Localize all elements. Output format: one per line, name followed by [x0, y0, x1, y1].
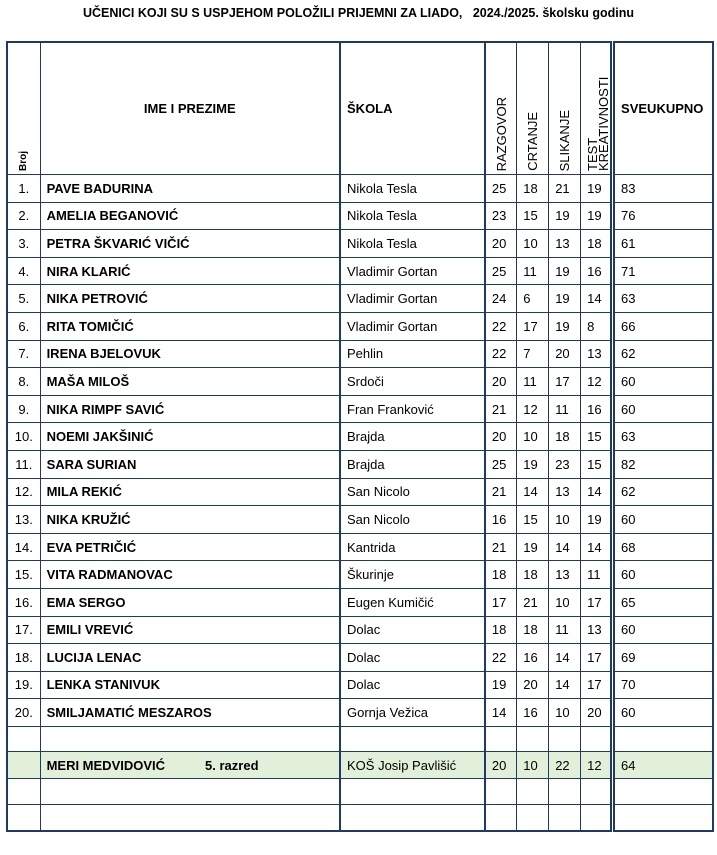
- row-crtanje: 19: [517, 533, 549, 561]
- row-crtanje: 16: [517, 699, 549, 727]
- row-total: 71: [613, 257, 713, 285]
- row-kreativnost: 20: [581, 699, 613, 727]
- row-name: MILA REKIĆ: [40, 478, 340, 506]
- row-kreativnost: 14: [581, 478, 613, 506]
- row-total: 60: [613, 506, 713, 534]
- row-broj: 20.: [7, 699, 40, 727]
- row-broj: 17.: [7, 616, 40, 644]
- row-razgovor: 22: [485, 340, 517, 368]
- row-total: 68: [613, 533, 713, 561]
- header-kreativnost: TEST KREATIVNOSTI: [581, 42, 613, 175]
- row-name: MAŠA MILOŠ: [40, 368, 340, 396]
- row-razgovor: 25: [485, 257, 517, 285]
- row-crtanje: 10: [517, 230, 549, 258]
- row-kreativnost: 13: [581, 340, 613, 368]
- row-crtanje: 10: [517, 423, 549, 451]
- row-crtanje: 7: [517, 340, 549, 368]
- row-broj: 5.: [7, 285, 40, 313]
- row-school: San Nicolo: [340, 478, 485, 506]
- row-razgovor: 18: [485, 616, 517, 644]
- header-name: IME I PREZIME: [40, 42, 340, 175]
- row-crtanje: 17: [517, 312, 549, 340]
- row-kreativnost: 15: [581, 450, 613, 478]
- row-slikanje: 10: [549, 588, 581, 616]
- special-name: MERI MEDVIDOVIĆ 5. razred: [40, 751, 340, 779]
- special-kreativnost: 12: [581, 751, 613, 779]
- row-school: Vladimir Gortan: [340, 257, 485, 285]
- special-razgovor: 20: [485, 751, 517, 779]
- row-crtanje: 16: [517, 644, 549, 672]
- row-slikanje: 18: [549, 423, 581, 451]
- row-school: Škurinje: [340, 561, 485, 589]
- row-name: LUCIJA LENAC: [40, 644, 340, 672]
- results-table: [6, 41, 714, 832]
- row-crtanje: 15: [517, 202, 549, 230]
- row-total: 63: [613, 423, 713, 451]
- row-name: NIRA KLARIĆ: [40, 257, 340, 285]
- row-kreativnost: 17: [581, 588, 613, 616]
- row-slikanje: 10: [549, 506, 581, 534]
- row-name: NIKA KRUŽIĆ: [40, 506, 340, 534]
- row-broj: 18.: [7, 644, 40, 672]
- row-razgovor: 18: [485, 561, 517, 589]
- table-row: [7, 644, 713, 672]
- row-total: 82: [613, 450, 713, 478]
- row-total: 76: [613, 202, 713, 230]
- row-slikanje: 19: [549, 312, 581, 340]
- row-kreativnost: 17: [581, 671, 613, 699]
- row-kreativnost: 15: [581, 423, 613, 451]
- row-crtanje: 6: [517, 285, 549, 313]
- row-razgovor: 14: [485, 699, 517, 727]
- row-razgovor: 25: [485, 450, 517, 478]
- row-crtanje: 15: [517, 506, 549, 534]
- row-broj: 10.: [7, 423, 40, 451]
- row-broj: 6.: [7, 312, 40, 340]
- row-total: 60: [613, 699, 713, 727]
- row-broj: 14.: [7, 533, 40, 561]
- row-school: Kantrida: [340, 533, 485, 561]
- row-slikanje: 13: [549, 478, 581, 506]
- row-school: Brajda: [340, 423, 485, 451]
- row-name: NIKA RIMPF SAVIĆ: [40, 395, 340, 423]
- row-name: SARA SURIAN: [40, 450, 340, 478]
- row-name: EMILI VREVIĆ: [40, 616, 340, 644]
- row-slikanje: 20: [549, 340, 581, 368]
- row-name: PETRA ŠKVARIĆ VIČIĆ: [40, 230, 340, 258]
- header-razgovor: RAZGOVOR: [485, 42, 517, 175]
- row-slikanje: 19: [549, 202, 581, 230]
- row-kreativnost: 18: [581, 230, 613, 258]
- row-total: 70: [613, 671, 713, 699]
- row-razgovor: 22: [485, 644, 517, 672]
- row-name: VITA RADMANOVAC: [40, 561, 340, 589]
- row-broj: 2.: [7, 202, 40, 230]
- row-razgovor: 21: [485, 395, 517, 423]
- header-broj: Broj: [7, 42, 40, 175]
- row-total: 69: [613, 644, 713, 672]
- row-crtanje: 18: [517, 175, 549, 203]
- row-slikanje: 21: [549, 175, 581, 203]
- table-row: [7, 202, 713, 230]
- row-slikanje: 14: [549, 644, 581, 672]
- row-slikanje: 10: [549, 699, 581, 727]
- row-school: Nikola Tesla: [340, 202, 485, 230]
- row-broj: 8.: [7, 368, 40, 396]
- table-row: [7, 671, 713, 699]
- empty-row: [7, 805, 713, 832]
- header-slikanje: SLIKANJE: [549, 42, 581, 175]
- row-kreativnost: 19: [581, 202, 613, 230]
- row-kreativnost: 14: [581, 285, 613, 313]
- row-name: SMILJAMATIĆ MESZAROS: [40, 699, 340, 727]
- header-school: ŠKOLA: [340, 42, 485, 175]
- special-total: 64: [613, 751, 713, 779]
- header-crtanje: CRTANJE: [517, 42, 549, 175]
- table-row: [7, 588, 713, 616]
- row-crtanje: 20: [517, 671, 549, 699]
- row-total: 65: [613, 588, 713, 616]
- row-razgovor: 19: [485, 671, 517, 699]
- row-razgovor: 24: [485, 285, 517, 313]
- row-school: Fran Franković: [340, 395, 485, 423]
- row-slikanje: 14: [549, 671, 581, 699]
- row-broj: 9.: [7, 395, 40, 423]
- row-crtanje: 18: [517, 561, 549, 589]
- row-total: 60: [613, 368, 713, 396]
- table-row: [7, 340, 713, 368]
- row-broj: 1.: [7, 175, 40, 203]
- row-slikanje: 13: [549, 561, 581, 589]
- table-row: [7, 423, 713, 451]
- row-name: EMA SERGO: [40, 588, 340, 616]
- row-school: Dolac: [340, 644, 485, 672]
- page-title: UČENICI KOJI SU S USPJEHOM POLOŽILI PRIJEMNI ZA LIADO, 2024./2025. školsku godinu: [82, 6, 635, 20]
- table-row: [7, 616, 713, 644]
- table-row: [7, 533, 713, 561]
- row-school: Nikola Tesla: [340, 175, 485, 203]
- row-total: 60: [613, 395, 713, 423]
- row-razgovor: 20: [485, 230, 517, 258]
- row-total: 83: [613, 175, 713, 203]
- row-name: EVA PETRIČIĆ: [40, 533, 340, 561]
- row-total: 62: [613, 478, 713, 506]
- row-razgovor: 20: [485, 368, 517, 396]
- special-grade: 5. razred: [205, 757, 259, 773]
- row-razgovor: 23: [485, 202, 517, 230]
- row-razgovor: 20: [485, 423, 517, 451]
- row-slikanje: 19: [549, 257, 581, 285]
- table-row: [7, 561, 713, 589]
- row-slikanje: 14: [549, 533, 581, 561]
- row-school: Nikola Tesla: [340, 230, 485, 258]
- row-razgovor: 16: [485, 506, 517, 534]
- special-crtanje: 10: [517, 751, 549, 779]
- row-kreativnost: 19: [581, 175, 613, 203]
- row-kreativnost: 13: [581, 616, 613, 644]
- row-name: NOEMI JAKŠINIĆ: [40, 423, 340, 451]
- header-row: [7, 42, 713, 175]
- row-crtanje: 21: [517, 588, 549, 616]
- table-row: [7, 506, 713, 534]
- special-school: KOŠ Josip Pavlišić: [340, 751, 485, 779]
- row-broj: 7.: [7, 340, 40, 368]
- row-school: Vladimir Gortan: [340, 312, 485, 340]
- row-school: Gornja Vežica: [340, 699, 485, 727]
- row-slikanje: 11: [549, 616, 581, 644]
- row-razgovor: 21: [485, 478, 517, 506]
- row-crtanje: 18: [517, 616, 549, 644]
- row-total: 63: [613, 285, 713, 313]
- row-broj: 3.: [7, 230, 40, 258]
- table-row: [7, 285, 713, 313]
- row-kreativnost: 16: [581, 395, 613, 423]
- row-slikanje: 11: [549, 395, 581, 423]
- table-row: [7, 175, 713, 203]
- row-school: San Nicolo: [340, 506, 485, 534]
- row-slikanje: 23: [549, 450, 581, 478]
- row-kreativnost: 17: [581, 644, 613, 672]
- row-school: Srdoči: [340, 368, 485, 396]
- row-school: Vladimir Gortan: [340, 285, 485, 313]
- row-kreativnost: 8: [581, 312, 613, 340]
- table-row: [7, 230, 713, 258]
- table-row: [7, 450, 713, 478]
- spacer-row: [7, 726, 713, 751]
- row-slikanje: 13: [549, 230, 581, 258]
- row-total: 60: [613, 561, 713, 589]
- row-school: Dolac: [340, 671, 485, 699]
- row-broj: 15.: [7, 561, 40, 589]
- row-broj: 4.: [7, 257, 40, 285]
- special-broj: [7, 751, 40, 779]
- row-school: Eugen Kumičić: [340, 588, 485, 616]
- row-crtanje: 11: [517, 368, 549, 396]
- empty-row: [7, 779, 713, 805]
- row-kreativnost: 12: [581, 368, 613, 396]
- row-razgovor: 25: [485, 175, 517, 203]
- row-crtanje: 19: [517, 450, 549, 478]
- row-kreativnost: 11: [581, 561, 613, 589]
- row-name: NIKA PETROVIĆ: [40, 285, 340, 313]
- table-row: [7, 257, 713, 285]
- row-razgovor: 17: [485, 588, 517, 616]
- row-crtanje: 12: [517, 395, 549, 423]
- row-kreativnost: 14: [581, 533, 613, 561]
- table-row: [7, 395, 713, 423]
- row-total: 61: [613, 230, 713, 258]
- row-name: RITA TOMIČIĆ: [40, 312, 340, 340]
- row-slikanje: 19: [549, 285, 581, 313]
- row-total: 66: [613, 312, 713, 340]
- row-name: LENKA STANIVUK: [40, 671, 340, 699]
- special-row: [7, 751, 713, 779]
- row-school: Pehlin: [340, 340, 485, 368]
- row-school: Dolac: [340, 616, 485, 644]
- row-razgovor: 22: [485, 312, 517, 340]
- row-kreativnost: 16: [581, 257, 613, 285]
- row-crtanje: 11: [517, 257, 549, 285]
- table-row: [7, 699, 713, 727]
- row-school: Brajda: [340, 450, 485, 478]
- row-broj: 13.: [7, 506, 40, 534]
- row-broj: 16.: [7, 588, 40, 616]
- row-crtanje: 14: [517, 478, 549, 506]
- row-name: PAVE BADURINA: [40, 175, 340, 203]
- row-name: AMELIA BEGANOVIĆ: [40, 202, 340, 230]
- row-broj: 11.: [7, 450, 40, 478]
- row-slikanje: 17: [549, 368, 581, 396]
- header-total: SVEUKUPNO: [613, 42, 713, 175]
- special-slikanje: 22: [549, 751, 581, 779]
- row-razgovor: 21: [485, 533, 517, 561]
- table-row: [7, 312, 713, 340]
- row-total: 62: [613, 340, 713, 368]
- row-broj: 12.: [7, 478, 40, 506]
- row-total: 60: [613, 616, 713, 644]
- table-row: [7, 368, 713, 396]
- table-row: [7, 478, 713, 506]
- row-kreativnost: 19: [581, 506, 613, 534]
- row-broj: 19.: [7, 671, 40, 699]
- row-name: IRENA BJELOVUK: [40, 340, 340, 368]
